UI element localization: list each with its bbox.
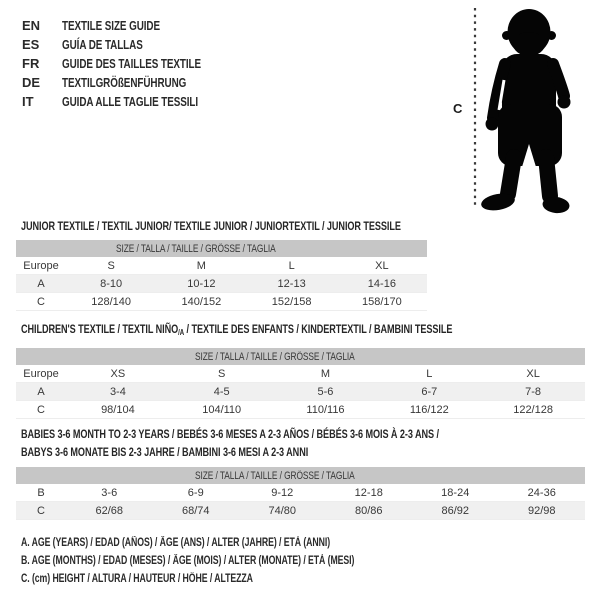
- size-cell: 12-13: [247, 275, 337, 293]
- size-cell: 8-10: [66, 275, 156, 293]
- size-cell: 80/86: [326, 502, 413, 520]
- row-label-cell: B: [37, 486, 45, 499]
- babies-table-title-line1: BABIES 3-6 MONTH TO 2-3 YEARS / BEBÉS 3-6 MESES A 2-3 AÑOS / BÉBÉS 3-6 MOIS À 2-3 ANS /: [21, 427, 439, 441]
- size-header-bar: [16, 348, 585, 365]
- size-cell: L: [288, 259, 295, 272]
- size-header-text: SIZE / TALLA / TAILLE / GRÖSSE / TAGLIA: [116, 242, 277, 255]
- row-label-cell: A: [16, 275, 66, 293]
- size-cell: 158/170: [361, 295, 402, 308]
- size-header-row: [16, 467, 585, 484]
- footnote-legend: [21, 537, 460, 591]
- size-cell: 4-5: [170, 383, 274, 401]
- size-cell: 92/98: [499, 502, 586, 520]
- language-code: FR: [22, 56, 40, 71]
- height-measure-label: C: [453, 101, 463, 116]
- table-row: [16, 401, 585, 419]
- size-header-bar: [16, 467, 585, 484]
- size-header-bar: [16, 240, 427, 257]
- row-label-cell: C: [37, 295, 45, 308]
- table-row: [16, 257, 427, 275]
- language-code: EN: [22, 18, 41, 33]
- size-cell: 74/80: [239, 502, 326, 520]
- table-row: [16, 293, 427, 311]
- row-label-cell: C: [16, 502, 66, 520]
- language-title: GUIDE DES TAILLES TEXTILE: [62, 56, 201, 71]
- size-cell: 98/104: [101, 403, 135, 416]
- size-cell: 3-6: [101, 486, 118, 499]
- language-code: ES: [22, 37, 40, 52]
- size-header-row: [16, 348, 585, 365]
- size-cell: M: [320, 367, 331, 380]
- size-header-text: SIZE / TALLA / TAILLE / GRÖSSE / TAGLIA: [195, 469, 356, 482]
- size-header-text: SIZE / TALLA / TAILLE / GRÖSSE / TAGLIA: [195, 350, 356, 363]
- size-cell: 7-8: [481, 383, 585, 401]
- babies-table-title: [21, 425, 571, 461]
- junior-size-table: [16, 240, 427, 311]
- language-code: IT: [22, 94, 34, 109]
- footnote-text: A. AGE (YEARS) / EDAD (AÑOS) / ÂGE (ANS) / ALTER (JAHRE) / ETÀ (ANNI): [21, 537, 331, 549]
- children-title-sub: /A: [178, 328, 185, 337]
- toddler-body-shape: [480, 9, 571, 214]
- table-row: [16, 365, 585, 383]
- size-cell: 18-24: [441, 486, 470, 499]
- size-cell: 68/74: [153, 502, 240, 520]
- size-cell: 116/122: [409, 403, 449, 416]
- junior-table-title: [21, 217, 521, 235]
- footnote-text: C. (cm) HEIGHT / ALTURA / HAUTEUR / HÖHE / ALTEZZA: [21, 573, 253, 585]
- children-table-title-text: [21, 320, 452, 342]
- junior-table-title-text: JUNIOR TEXTILE / TEXTIL JUNIOR/ TEXTILE JUNIOR / JUNIORTEXTIL / JUNIOR TESSILE: [21, 219, 401, 233]
- babies-table-title-line2: BABYS 3-6 MONATE BIS 2-3 JAHRE / BAMBINI 3-6 MESI A 2-3 ANNI: [21, 445, 309, 459]
- table-row: [16, 383, 585, 401]
- row-label-cell: C: [37, 403, 45, 416]
- size-cell: L: [426, 367, 433, 380]
- size-cell: S: [218, 367, 226, 380]
- row-label-cell: Europe: [23, 259, 59, 272]
- row-label-cell: Europe: [23, 367, 59, 380]
- row-label-cell: A: [16, 383, 66, 401]
- language-title: GUÍA DE TALLAS: [62, 37, 143, 52]
- size-cell: 104/110: [202, 403, 242, 416]
- size-cell: 140/152: [181, 295, 222, 308]
- size-cell: S: [107, 259, 115, 272]
- language-row-es: [22, 35, 245, 54]
- size-cell: XL: [375, 259, 389, 272]
- footnote-line-a: [21, 537, 460, 555]
- size-cell: 6-7: [377, 383, 481, 401]
- table-row: [16, 484, 585, 502]
- language-row-it: [22, 92, 245, 111]
- size-cell: 152/158: [271, 295, 312, 308]
- babies-size-table: [16, 467, 585, 520]
- footnote-text: B. AGE (MONTHS) / EDAD (MESES) / ÂGE (MOIS) / ALTER (MONATE) / ETÀ (MESI): [21, 555, 355, 567]
- language-title: TEXTILE SIZE GUIDE: [62, 18, 160, 33]
- language-title-list: [22, 16, 245, 111]
- language-code: DE: [22, 75, 41, 90]
- size-cell: 5-6: [274, 383, 378, 401]
- size-header-row: [16, 240, 427, 257]
- children-title-main: CHILDREN'S TEXTILE / TEXTIL NIÑO: [21, 322, 179, 336]
- language-row-de: [22, 73, 245, 92]
- size-cell: 14-16: [337, 275, 427, 293]
- size-cell: 128/140: [91, 295, 131, 308]
- table-row: [16, 275, 427, 293]
- language-title: TEXTILGRÖßENFÜHRUNG: [62, 75, 187, 90]
- children-title-rest: / TEXTILE DES ENFANTS / KINDERTEXTIL / BAMBINI TESSILE: [184, 322, 453, 336]
- size-cell: 122/128: [513, 403, 553, 416]
- size-cell: 10-12: [156, 275, 246, 293]
- size-cell: 6-9: [187, 486, 204, 499]
- language-row-fr: [22, 54, 245, 73]
- size-cell: M: [196, 259, 206, 272]
- children-size-table: [16, 348, 585, 419]
- size-cell: 24-36: [527, 486, 556, 499]
- children-table-title: [21, 320, 589, 342]
- size-cell: 3-4: [66, 383, 170, 401]
- size-cell: XS: [110, 367, 126, 380]
- size-cell: 62/68: [66, 502, 153, 520]
- footnote-line-c: [21, 573, 460, 591]
- size-cell: 12-18: [354, 486, 383, 499]
- footnote-line-b: [21, 555, 460, 573]
- size-cell: 110/116: [306, 403, 345, 416]
- language-title: GUIDA ALLE TAGLIE TESSILI: [62, 94, 199, 109]
- size-cell: 9-12: [271, 486, 294, 499]
- table-row: [16, 502, 585, 520]
- language-row-en: [22, 16, 245, 35]
- size-cell: 86/92: [412, 502, 499, 520]
- size-cell: XL: [526, 367, 540, 380]
